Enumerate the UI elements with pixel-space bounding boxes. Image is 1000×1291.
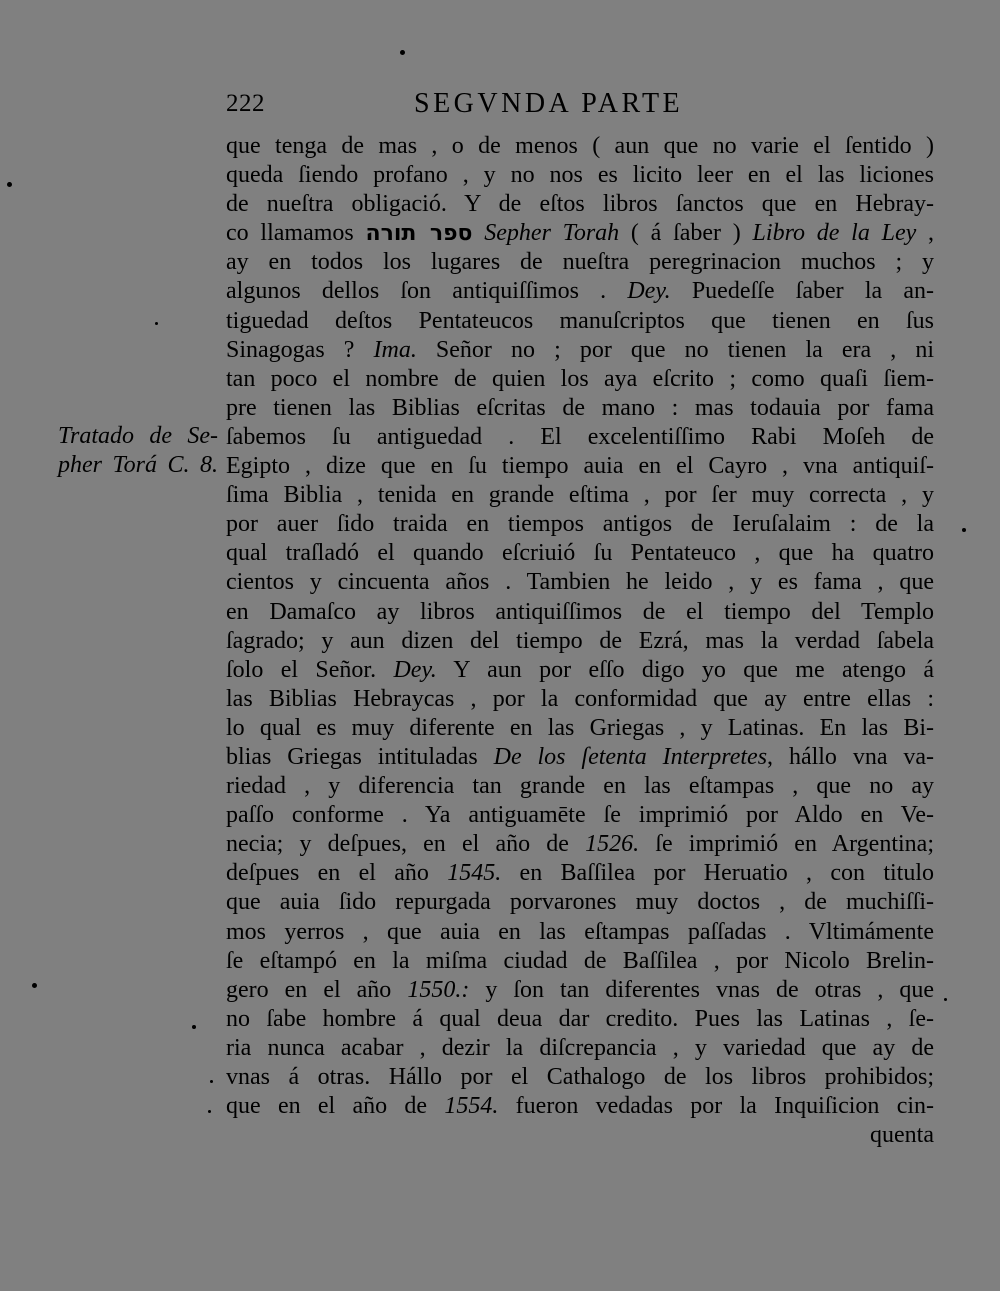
text-line [226,772,934,801]
speck [192,1025,196,1029]
text-line [226,743,934,772]
text-segment: tiguedad deſtos Pentateucos manuſcriptos que tienen en ſus [226,307,934,334]
text-line [226,888,934,917]
margin-note [58,422,218,480]
text-segment: las Biblias Hebraycas , por la conformidad que ay entre ellas : [226,685,934,712]
text-line [226,1005,934,1034]
text-segment: de nueſtra obligació. Y de eſtos libros ſanctos que en Hebray- [226,191,934,218]
running-title: SEGVNDA PARTE [414,88,684,119]
text-line [226,365,934,394]
text-line [226,161,934,190]
text-line [226,685,934,714]
text-segment: fueron vedadas por la Inquiſicion cin- [498,1093,935,1120]
text-segment: riedad , y diferencia tan grande en las eſtampas , que no ay [226,773,934,800]
text-line [226,219,934,248]
text-line [226,627,934,656]
speck [208,1110,211,1113]
text-segment: qual traſladó el quando eſcriuió ſu Pentateuco , que ha quatro [226,540,934,567]
text-segment: paſſo conforme . Ya antiguamēte ſe imprimió por Aldo en Ve- [226,802,934,829]
text-line [226,568,934,597]
text-segment: Señor no ; por que no tienen la era , ni [416,336,935,363]
text-segment: 1545. [447,860,502,887]
text-segment: Egipto , dize que en ſu tiempo auia en el Cayro , vna antiquiſ- [226,453,934,480]
text-line [226,976,934,1005]
text-line [226,132,934,161]
text-segment: en Damaſco ay libros antiquiſſimos de el tiempo del Templo [226,598,934,625]
text-segment: Puedeſſe ſaber la an- [670,278,935,305]
text-segment: De los ſetenta Interpretes [493,743,768,770]
text-line [226,307,934,336]
text-segment: tan poco el nombre de quien los aya eſcrito ; como quaſi ſiem- [226,365,934,392]
text-segment: Dey. [627,278,671,305]
text-segment [473,220,485,246]
speck [210,1080,213,1083]
text-line [226,714,934,743]
text-segment: por auer ſido traida en tiempos antigos de Ieruſalaim : de la [226,511,934,538]
text-segment: Libro de la Ley [752,220,917,247]
text-segment: en Baſſilea por Heruatio , con titulo [501,860,935,887]
text-line [226,277,934,306]
text-line [226,656,934,685]
text-line [226,423,934,452]
text-line [226,248,934,277]
text-line [226,1063,934,1092]
text-line [226,481,934,510]
text-segment: Ima. [373,336,417,363]
text-line [226,918,934,947]
text-segment: Dey. [393,656,437,683]
text-line [226,1121,934,1150]
text-segment: ſima Biblia , tenida en grande eſtima , por ſer muy correcta , y [226,482,934,509]
text-segment: no ſabe hombre á qual deua dar credito. Pues las Latinas , ſe- [226,1005,934,1032]
text-segment: que auia ſido repurgada porvarones muy doctos , de muchiſſi- [226,889,934,916]
text-segment: ſabemos ſu antiguedad . El excelentiſſimo Rabi Moſeh de [226,423,934,450]
text-line [226,336,934,365]
text-line [226,801,934,830]
text-segment: ſagrado; y aun dizen del tiempo de Ezrá, mas la verdad ſabela [226,627,934,654]
text-line [226,598,934,627]
text-segment: deſpues en el año [226,860,448,887]
text-line [226,394,934,423]
text-segment: necia; y deſpues, en el año de [226,831,586,858]
speck [32,983,37,988]
text-segment: ay en todos los lugares de nueſtra peregrinacion muchos ; y [226,249,934,276]
text-segment: algunos dellos ſon antiquiſſimos . [226,278,628,305]
speck [944,998,947,1001]
text-segment: Sinagogas ? [226,336,374,363]
text-line [226,1092,934,1121]
text-segment: pre tienen las Biblias eſcritas de mano : mas todauia por fama [226,394,934,421]
text-segment: ( á ſaber ) [619,220,753,247]
text-segment: que tenga de mas , o de menos ( aun que no varie el ſentido ) [226,133,934,159]
speck [155,322,158,325]
text-segment: y ſon tan diferentes vnas de otras , que [469,976,934,1003]
page-header [226,86,936,126]
text-line [226,1034,934,1063]
text-segment: ſe eſtampó en la miſma ciudad de Baſſilea , por Nicolo Brelin- [226,947,934,974]
text-segment: , [916,220,935,247]
text-line [226,452,934,481]
text-segment: gero en el año [226,976,408,1003]
text-segment: mos yerros , que auia en las eſtampas paſſadas . Vltimámente [226,918,934,945]
speck [400,50,405,55]
hebrew-text: ספר תורה [365,221,473,247]
text-segment: cientos y cincuenta años . Tambien he leido , y es fama , que [226,569,934,596]
text-segment: 1554. [444,1093,499,1120]
text-line [226,830,934,859]
text-segment: blias Griegas intituladas [226,743,494,770]
text-line [226,510,934,539]
text-segment: que en el año de [226,1093,445,1120]
text-segment: co llamamos [226,220,366,247]
text-segment: , hállo vna va- [767,743,935,770]
text-line [226,190,934,219]
text-line [226,947,934,976]
text-segment: 1550.: [407,976,470,1003]
text-segment: quenta [870,1122,934,1149]
margin-note-line: pher Torá C. 8. [58,452,218,479]
text-segment: queda ſiendo profano , y no nos es licito leer en el las liciones [226,162,934,189]
speck [962,528,966,532]
text-segment: Sepher Torah [484,220,620,247]
text-line [226,859,934,888]
text-segment: 1526. [585,831,640,858]
speck [7,182,12,187]
text-segment: ſolo el Señor. [226,656,394,683]
text-segment: ria nunca acabar , dezir la diſcrepancia , y variedad que ay de [226,1034,934,1061]
text-line [226,539,934,568]
text-segment: ſe imprimió en Argentina; [639,831,934,858]
margin-note-line: Tratado de Se- [58,423,218,449]
text-segment: Y aun por eſſo digo yo que me atengo á [436,656,935,683]
text-segment: lo qual es muy diferente en las Griegas , y Latinas. En las Bi- [226,714,934,741]
body-text [226,132,934,1150]
page-number: 222 [226,90,265,117]
text-segment: vnas á otras. Hállo por el Cathalogo de los libros prohibidos; [226,1064,934,1090]
